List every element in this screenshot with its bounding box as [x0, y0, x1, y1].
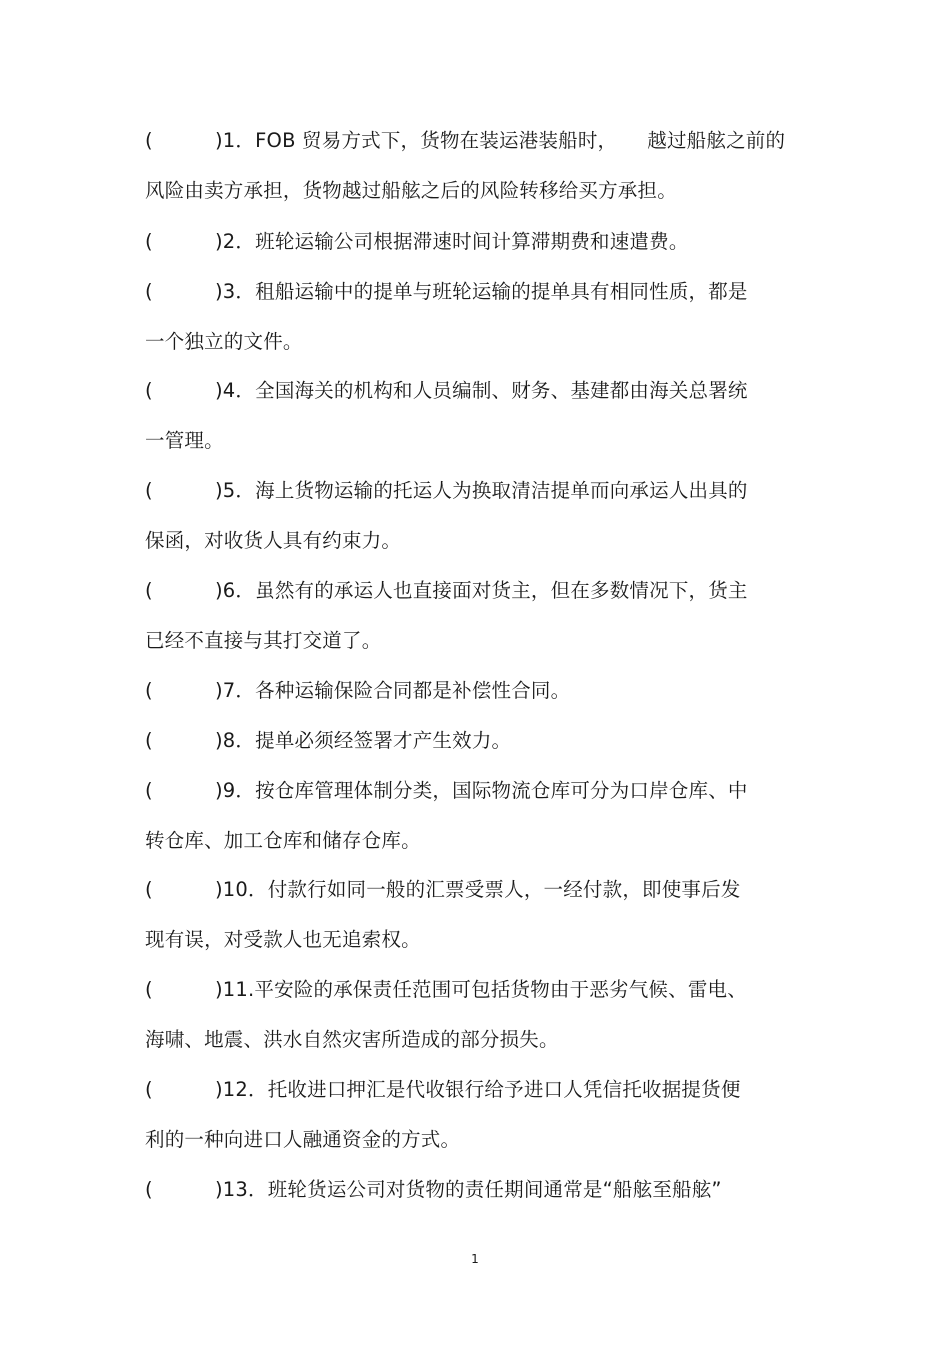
question-6-continuation: 已经不直接与其打交道了。 — [145, 629, 382, 652]
question-text: )5．海上货物运输的托运人为换取清洁提单而向承运人出具的 — [215, 479, 748, 502]
question-8 — [145, 726, 511, 756]
question-12 — [145, 1075, 741, 1105]
question-9 — [145, 776, 748, 806]
question-4-continuation: 一管理。 — [145, 429, 224, 452]
question-10-continuation: 现有误，对受款人也无追索权。 — [145, 928, 421, 951]
page-number: 1 — [471, 1252, 479, 1266]
question-12-continuation: 利的一种向进口人融通资金的方式。 — [145, 1128, 461, 1151]
question-1 — [145, 126, 785, 156]
question-text: )11.平安险的承保责任范围可包括货物由于恶劣气候、雷电、 — [215, 978, 747, 1001]
question-text: )10．付款行如同一般的汇票受票人，一经付款，即使事后发 — [215, 878, 741, 901]
question-text: )13．班轮货运公司对货物的责任期间通常是“船舷至船舷” — [215, 1178, 722, 1201]
question-11-continuation: 海啸、地震、洪水自然灾害所造成的部分损失。 — [145, 1028, 559, 1051]
answer-blank: ( — [145, 479, 193, 502]
question-3 — [145, 277, 748, 307]
question-text: )6．虽然有的承运人也直接面对货主，但在多数情况下，货主 — [215, 579, 748, 602]
question-10 — [145, 875, 741, 905]
answer-blank: ( — [145, 1178, 193, 1201]
answer-blank: ( — [145, 679, 193, 702]
question-text: )9．按仓库管理体制分类，国际物流仓库可分为口岸仓库、中 — [215, 779, 748, 802]
question-text: )3．租船运输中的提单与班轮运输的提单具有相同性质，都是 — [215, 280, 748, 303]
answer-blank: ( — [145, 779, 193, 802]
question-text: )4．全国海关的机构和人员编制、财务、基建都由海关总署统 — [215, 379, 748, 402]
answer-blank: ( — [145, 129, 193, 152]
question-1-continuation: 风险由卖方承担，货物越过船舷之后的风险转移给买方承担。 — [145, 179, 677, 202]
answer-blank: ( — [145, 579, 193, 602]
answer-blank: ( — [145, 230, 193, 253]
question-text-cont: 越过船舷之前的 — [647, 129, 786, 152]
question-text: )8．提单必须经签署才产生效力。 — [215, 729, 512, 752]
question-6 — [145, 576, 748, 606]
question-text: )2．班轮运输公司根据滞速时间计算滞期费和速遣费。 — [215, 230, 689, 253]
answer-blank: ( — [145, 280, 193, 303]
question-text: )7．各种运输保险合同都是补偿性合同。 — [215, 679, 571, 702]
question-text: )12．托收进口押汇是代收银行给予进口人凭信托收据提货便 — [215, 1078, 741, 1101]
question-11 — [145, 975, 747, 1005]
question-3-continuation: 一个独立的文件。 — [145, 330, 303, 353]
answer-blank: ( — [145, 729, 193, 752]
question-2 — [145, 227, 689, 257]
answer-blank: ( — [145, 379, 193, 402]
answer-blank: ( — [145, 978, 193, 1001]
question-5 — [145, 476, 748, 506]
answer-blank: ( — [145, 1078, 193, 1101]
answer-blank: ( — [145, 878, 193, 901]
question-5-continuation: 保函，对收货人具有约束力。 — [145, 529, 402, 552]
question-13 — [145, 1175, 722, 1205]
question-7 — [145, 676, 570, 706]
question-4 — [145, 376, 748, 406]
question-text: )1．FOB 贸易方式下，货物在装运港装船时， — [215, 129, 618, 152]
question-9-continuation: 转仓库、加工仓库和储存仓库。 — [145, 829, 421, 852]
